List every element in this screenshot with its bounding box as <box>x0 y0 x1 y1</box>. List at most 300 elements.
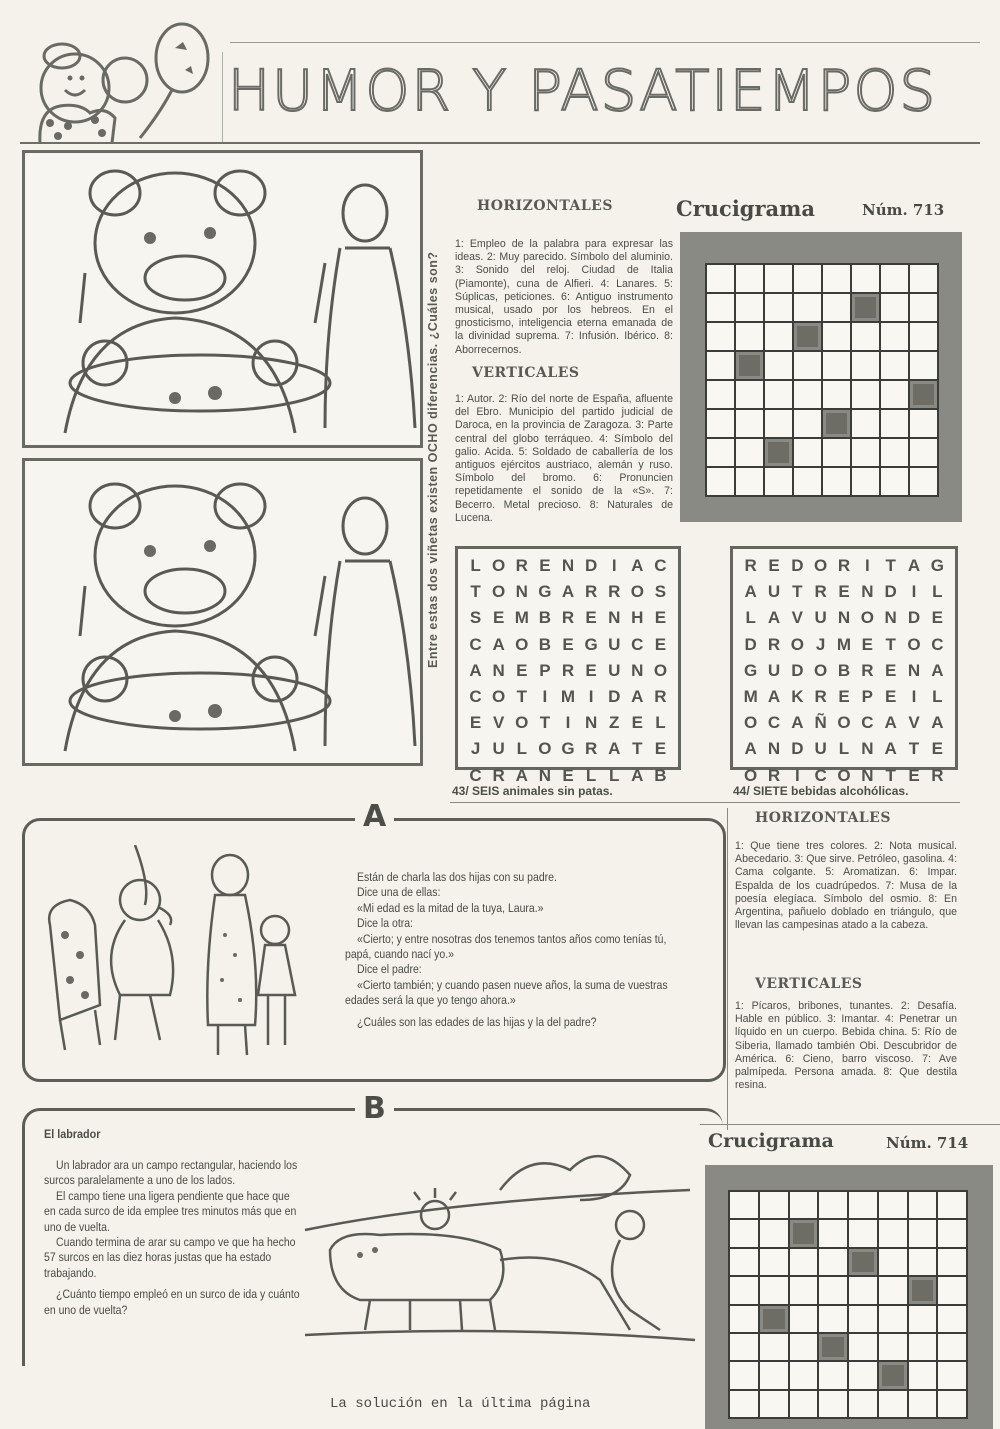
word-search-letter: L <box>932 686 943 706</box>
word-search-letter: O <box>744 765 758 785</box>
crossword-cell[interactable] <box>849 1306 877 1332</box>
word-search-letter: J <box>470 739 481 759</box>
crossword-cell[interactable] <box>760 1334 788 1360</box>
word-search-letter: O <box>492 582 506 602</box>
crossword-cell[interactable] <box>765 265 792 292</box>
crossword-cell[interactable] <box>823 352 850 379</box>
crossword-cell[interactable] <box>852 265 879 292</box>
crossword-cell[interactable] <box>879 1220 907 1246</box>
problem-b-question: ¿Cuánto tiempo empleó en un surco de ida y cuánto en uno de vuelta? <box>44 1287 300 1317</box>
word-search-letter: D <box>907 608 921 628</box>
crossword-black-cell <box>736 352 763 379</box>
crossword-cell[interactable] <box>823 265 850 292</box>
word-search-letter: R <box>861 660 874 680</box>
crossword-cell[interactable] <box>938 1192 966 1218</box>
word-search-letter: M <box>836 634 852 654</box>
crossword-cell[interactable] <box>794 381 821 408</box>
crossword-cell[interactable] <box>794 352 821 379</box>
word-search-letter: L <box>838 739 850 759</box>
crossword-cell[interactable] <box>730 1391 758 1417</box>
crossword-cell[interactable] <box>938 1334 966 1360</box>
crossword-black-cell <box>910 381 937 408</box>
word-search-letter: P <box>539 660 551 680</box>
crossword-cell[interactable] <box>760 1362 788 1388</box>
problem-b-paragraph: El campo tiene una ligera pendiente que hace que en cada surco de ida emplee tres minutos más que en uno de vuelta. <box>44 1188 297 1234</box>
cw713-horizontales-heading: HORIZONTALES <box>477 198 613 214</box>
crossword-black-cell <box>794 323 821 350</box>
crossword-cell[interactable] <box>707 381 734 408</box>
crossword-cell[interactable] <box>938 1277 966 1303</box>
crossword-cell[interactable] <box>794 294 821 321</box>
crossword-cell[interactable] <box>879 1334 907 1360</box>
word-search-letter: U <box>814 608 827 628</box>
word-search-letter: D <box>584 556 598 575</box>
crossword-cell[interactable] <box>879 1306 907 1332</box>
word-search-letter: A <box>907 556 921 575</box>
crossword-cell[interactable] <box>823 381 850 408</box>
word-search-letter: O <box>907 634 921 654</box>
word-search-letter: C <box>861 713 874 733</box>
crossword-cell[interactable] <box>852 352 879 379</box>
crossword-black-cell <box>823 410 850 437</box>
crossword-cell[interactable] <box>730 1362 758 1388</box>
word-search-letter: A <box>515 765 528 785</box>
crossword-cell[interactable] <box>938 1220 966 1246</box>
crossword-cell[interactable] <box>879 1391 907 1417</box>
crossword-cell[interactable] <box>760 1220 788 1246</box>
crossword-cell[interactable] <box>819 1306 847 1332</box>
crossword-cell[interactable] <box>910 352 937 379</box>
word-search-letter: C <box>654 556 667 575</box>
crossword-cell[interactable] <box>938 1391 966 1417</box>
crossword-black-cell <box>909 1277 937 1303</box>
word-search-letter: N <box>861 765 874 785</box>
page-title: HUMOR Y PASATIEMPOS <box>228 59 938 124</box>
word-search-letter: A <box>744 739 757 759</box>
word-search-letter: V <box>492 713 505 733</box>
word-search-letter: E <box>539 556 551 575</box>
crossword-cell[interactable] <box>765 294 792 321</box>
crossword-cell[interactable] <box>849 1277 877 1303</box>
crossword-cell[interactable] <box>852 468 879 495</box>
crossword-black-cell <box>760 1306 788 1332</box>
word-search-letter: A <box>608 739 621 759</box>
crossword-cell[interactable] <box>707 294 734 321</box>
word-search-letter: N <box>492 660 505 680</box>
word-search-letter: D <box>791 660 804 680</box>
word-search-letter: C <box>469 765 482 785</box>
crossword-cell[interactable] <box>849 1362 877 1388</box>
word-search-letter: C <box>631 634 644 654</box>
crossword-cell[interactable] <box>881 265 908 292</box>
problem-b-heading: El labrador <box>44 1127 101 1141</box>
word-search-letter: A <box>884 713 897 733</box>
crossword-cell[interactable] <box>736 439 763 466</box>
crossword-cell[interactable] <box>910 323 937 350</box>
word-search-letter: O <box>837 713 851 733</box>
word-search-letter: E <box>931 739 943 759</box>
word-search-letter: T <box>470 582 481 602</box>
crossword-cell[interactable] <box>765 323 792 350</box>
word-search-letter: R <box>608 582 621 602</box>
word-search-letter: M <box>560 686 576 706</box>
crossword-cell[interactable] <box>794 265 821 292</box>
word-search-letter: N <box>538 765 552 785</box>
crossword-cell[interactable] <box>823 294 850 321</box>
crossword-cell[interactable] <box>790 1334 818 1360</box>
crossword-cell[interactable] <box>790 1192 818 1218</box>
crossword-cell[interactable] <box>765 468 792 495</box>
word-search-letter: I <box>542 686 548 706</box>
crossword-cell[interactable] <box>790 1277 818 1303</box>
word-search-letter: C <box>814 765 827 785</box>
crossword-cell[interactable] <box>852 439 879 466</box>
crossword-cell[interactable] <box>730 1220 758 1246</box>
crossword-cell[interactable] <box>730 1277 758 1303</box>
word-search-letter: T <box>885 556 896 575</box>
crossword-cell[interactable] <box>909 1192 937 1218</box>
bear-eating-cartoon-icon <box>25 153 420 445</box>
word-search-letter: T <box>632 739 643 759</box>
crossword-cell[interactable] <box>879 1249 907 1275</box>
word-search-letter: R <box>931 765 944 785</box>
crossword-cell[interactable] <box>736 468 763 495</box>
word-search-letter: E <box>492 608 505 628</box>
crossword-cell[interactable] <box>736 381 763 408</box>
crossword-cell[interactable] <box>765 381 792 408</box>
word-search-letter: D <box>791 739 804 759</box>
crossword-cell[interactable] <box>823 468 850 495</box>
crossword-cell[interactable] <box>823 439 850 466</box>
word-search-letter: E <box>469 713 482 733</box>
cw714-top-rule <box>700 1124 1000 1125</box>
word-search-letter: T <box>516 686 527 706</box>
word-search-letter: V <box>908 713 920 733</box>
crossword-cell[interactable] <box>794 439 821 466</box>
cw713-verticales-clues: 1: Autor. 2: Río del norte de España, afluente del Ebro. Municipio del partido judicial de Daroca, en la provincia de Zaragoza. 3: Parte central del globo terráqueo. 4: Símbolo del galio. Acida. 5: Soldado de caballería de los antiguos ejércitos austriaco, alemán y ruso. Símbolo del bromo. 6: Pronuncien repetidamente el sonido de la «S». 7: Becerro. Metal precioso. 8: Naturales de Lucena. <box>455 393 673 524</box>
crossword-cell[interactable] <box>730 1306 758 1332</box>
cw714-title: Crucigrama <box>708 1130 834 1152</box>
cw713-grid[interactable] <box>705 263 939 497</box>
word-search-letter: Z <box>609 713 620 733</box>
crossword-cell[interactable] <box>760 1192 788 1218</box>
crossword-cell[interactable] <box>707 323 734 350</box>
word-search-letter: E <box>562 765 574 785</box>
word-search-letter: E <box>631 713 643 733</box>
crossword-cell[interactable] <box>819 1277 847 1303</box>
crossword-cell[interactable] <box>736 410 763 437</box>
word-search-letter: B <box>837 660 851 680</box>
word-search-letter: H <box>631 608 644 628</box>
word-search-letter: J <box>815 634 826 654</box>
word-search-letter: I <box>794 765 800 785</box>
crossword-cell[interactable] <box>910 468 937 495</box>
crossword-cell[interactable] <box>730 1192 758 1218</box>
problem-a-letter: A <box>355 802 394 832</box>
crossword-cell[interactable] <box>790 1362 818 1388</box>
crossword-black-cell <box>765 439 792 466</box>
crossword-cell[interactable] <box>849 1334 877 1360</box>
word-search-letter: L <box>585 765 597 785</box>
problem-a-paragraph: Dice el padre: <box>357 962 422 977</box>
crossword-cell[interactable] <box>790 1306 818 1332</box>
word-search-letter: B <box>654 765 667 785</box>
crossword-cell[interactable] <box>765 352 792 379</box>
farmer-plowing-with-oxen-icon <box>300 1130 700 1350</box>
crossword-cell[interactable] <box>881 410 908 437</box>
crossword-cell[interactable] <box>819 1391 847 1417</box>
word-search-letter: G <box>538 582 552 602</box>
word-search-letter: I <box>588 686 594 706</box>
crossword-cell[interactable] <box>881 439 908 466</box>
cw713-title: Crucigrama <box>676 196 815 221</box>
crossword-cell[interactable] <box>849 1220 877 1246</box>
crossword-cell[interactable] <box>909 1362 937 1388</box>
crossword-cell[interactable] <box>849 1391 877 1417</box>
cw713-verticales-heading: VERTICALES <box>472 365 580 381</box>
footer-note: La solución en la última página <box>330 1396 591 1412</box>
word-search-letter: L <box>516 739 527 759</box>
word-search-letter: N <box>631 660 644 680</box>
word-search-letter: A <box>884 739 897 759</box>
word-search-letter: S <box>654 582 667 602</box>
word-search-letter: C <box>931 634 944 654</box>
cw714-horizontales-heading: HORIZONTALES <box>755 810 891 826</box>
crossword-cell[interactable] <box>910 265 937 292</box>
word-search-letter: E <box>768 556 780 575</box>
caption-rule <box>450 802 960 803</box>
word-search-letter: I <box>911 686 917 706</box>
crossword-cell[interactable] <box>760 1391 788 1417</box>
word-search-43 <box>455 546 681 785</box>
crossword-cell[interactable] <box>760 1249 788 1275</box>
word-search-letter: K <box>791 686 804 706</box>
crossword-cell[interactable] <box>938 1362 966 1388</box>
crossword-cell[interactable] <box>794 410 821 437</box>
crossword-cell[interactable] <box>736 294 763 321</box>
word-search-letter: N <box>515 582 528 602</box>
crossword-cell[interactable] <box>938 1306 966 1332</box>
word-search-letter: R <box>561 660 575 680</box>
word-search-letter: O <box>814 660 828 680</box>
crossword-cell[interactable] <box>819 1362 847 1388</box>
crossword-black-cell <box>819 1334 847 1360</box>
word-search-letter: N <box>861 739 874 759</box>
crossword-cell[interactable] <box>790 1391 818 1417</box>
word-search-letter: E <box>931 608 943 628</box>
word-search-letter: E <box>562 634 574 654</box>
word-search-letter: N <box>907 660 921 680</box>
word-search-letter: L <box>609 765 620 785</box>
crossword-cell[interactable] <box>879 1192 907 1218</box>
problem-a-text <box>345 870 672 1030</box>
word-search-letter: O <box>790 634 804 654</box>
word-search-letter: L <box>470 556 481 575</box>
crossword-cell[interactable] <box>819 1220 847 1246</box>
word-search-letter: T <box>908 739 920 759</box>
word-search-letter: E <box>585 608 597 628</box>
cartoon-panel-top <box>22 150 423 448</box>
title-divider <box>222 52 223 142</box>
word-search-letter: I <box>565 713 571 733</box>
crossword-cell[interactable] <box>707 352 734 379</box>
word-search-letter: L <box>932 582 943 602</box>
word-search-letter: R <box>584 582 598 602</box>
word-search-letter: I <box>611 556 617 575</box>
clown-with-balloon-icon <box>20 18 220 143</box>
crossword-cell[interactable] <box>852 323 879 350</box>
crossword-cell[interactable] <box>730 1334 758 1360</box>
crossword-cell[interactable] <box>707 265 734 292</box>
word-search-letter: E <box>585 660 597 680</box>
crossword-cell[interactable] <box>819 1192 847 1218</box>
crossword-cell[interactable] <box>910 294 937 321</box>
word-search-letter: D <box>744 634 757 654</box>
top-rule <box>230 42 980 43</box>
word-search-letter: P <box>861 686 873 706</box>
crossword-cell[interactable] <box>790 1249 818 1275</box>
problem-b-paragraph: Cuando termina de arar su campo ve que ha hecho 57 surcos en las diez horas justas que ha estado trabajando. <box>44 1235 296 1280</box>
word-search-letter: U <box>767 660 781 680</box>
problem-b-paragraph: Un labrador ara un campo rectangular, haciendo los surcos paralelamente a uno de los lados. <box>44 1158 298 1188</box>
father-with-two-daughters-icon <box>40 845 340 1065</box>
crossword-cell[interactable] <box>910 439 937 466</box>
word-search-letter: U <box>492 739 505 759</box>
word-search-letter: T <box>885 634 896 654</box>
crossword-cell[interactable] <box>909 1220 937 1246</box>
word-search-letter: D <box>608 686 621 706</box>
differences-caption: Entre estas dos viñetas existen OCHO diferencias. ¿Cuáles son? <box>426 251 440 668</box>
word-search-letter: A <box>631 765 644 785</box>
crossword-cell[interactable] <box>881 352 908 379</box>
crossword-cell[interactable] <box>852 381 879 408</box>
crossword-cell[interactable] <box>909 1334 937 1360</box>
word-search-letter: I <box>864 556 870 575</box>
crossword-cell[interactable] <box>881 294 908 321</box>
word-search-letter: T <box>885 765 896 785</box>
word-search-letter: O <box>515 634 529 654</box>
crossword-black-cell <box>852 294 879 321</box>
word-search-letter: E <box>908 765 920 785</box>
word-search-letter: O <box>538 739 552 759</box>
word-search-letter: R <box>515 556 528 575</box>
crossword-cell[interactable] <box>765 410 792 437</box>
cw714-horizontales-clues: 1: Que tiene tres colores. 2: Nota musical. Abecedario. 3: Que sirve. Petróleo, gasolina. 4: Cama colgante. 5: Aromatizan. 6: Impar. Espalda de los cuadrúpedos. 7: Musa de la poesía elegíaca. Símbolo del osmio. 8: En Argentina, pañuelo doblado en triángulo, que llevan las campesinas atado a la cabeza. <box>735 840 958 932</box>
cw714-grid[interactable] <box>728 1190 968 1419</box>
crossword-cell[interactable] <box>909 1306 937 1332</box>
crossword-cell[interactable] <box>707 468 734 495</box>
crossword-cell[interactable] <box>823 323 850 350</box>
word-search-letter: B <box>538 634 552 654</box>
word-search-letter: N <box>837 608 851 628</box>
word-search-letter: A <box>767 686 781 706</box>
crossword-cell[interactable] <box>881 323 908 350</box>
crossword-cell[interactable] <box>736 323 763 350</box>
crossword-cell[interactable] <box>879 1277 907 1303</box>
word-search-letter: G <box>930 556 944 575</box>
word-search-letter: O <box>860 608 874 628</box>
word-search-letter: N <box>767 739 781 759</box>
word-search-letter: A <box>744 582 757 602</box>
crossword-cell[interactable] <box>794 468 821 495</box>
word-search-letter: A <box>469 660 482 680</box>
word-search-letter: O <box>630 582 644 602</box>
cw714-verticales-clues: 1: Pícaros, bribones, tunantes. 2: Desafía. Hable en público. 3: Imantar. 4: Penetrar un líquido en un cuerpo. Bebida china. 5: Río de Siberia, llamado también Obi. Descubridor de América. 6: Cieno, barro viscoso. 7: Ave palmípeda. Persona amada. 8: Que destila resina. <box>735 1000 957 1092</box>
word-search-letter: N <box>608 608 621 628</box>
word-search-letter: O <box>492 686 506 706</box>
word-search-letter: V <box>791 608 803 628</box>
crossword-cell[interactable] <box>736 265 763 292</box>
word-search-letter: E <box>654 608 667 628</box>
word-search-letter: U <box>814 739 827 759</box>
crossword-cell[interactable] <box>909 1391 937 1417</box>
crossword-black-cell <box>879 1362 907 1388</box>
crossword-cell[interactable] <box>730 1249 758 1275</box>
word-search-letter: R <box>654 686 667 706</box>
word-search-letter: Ñ <box>814 713 827 733</box>
word-search-letter: E <box>861 634 873 654</box>
word-search-letter: M <box>514 608 529 628</box>
problem-a-paragraph: Dice la otra: <box>357 916 413 931</box>
word-search-letter: A <box>631 556 644 575</box>
word-search-letter: S <box>469 608 482 628</box>
word-search-letter: C <box>767 713 781 733</box>
crossword-cell[interactable] <box>938 1249 966 1275</box>
crossword-cell[interactable] <box>852 410 879 437</box>
crossword-cell[interactable] <box>760 1277 788 1303</box>
word-search-letter: U <box>608 660 621 680</box>
crossword-cell[interactable] <box>707 439 734 466</box>
word-search-letter: A <box>492 634 505 654</box>
crossword-cell[interactable] <box>881 468 908 495</box>
word-search-letter: B <box>538 608 552 628</box>
word-search-letter: E <box>884 686 897 706</box>
word-search-43-caption: 43/ SEIS animales sin patas. <box>452 784 613 798</box>
crossword-cell[interactable] <box>910 410 937 437</box>
word-search-letter: A <box>561 582 575 602</box>
word-search-letter: L <box>745 608 756 628</box>
cw714-clues-divider <box>727 808 728 1130</box>
word-search-letter: O <box>814 556 828 575</box>
word-search-letter: U <box>608 634 621 654</box>
word-search-letter: R <box>584 739 598 759</box>
word-search-letter: R <box>767 765 781 785</box>
word-search-letter: N <box>584 713 598 733</box>
problem-a-paragraph: Están de charla las dos hijas con su padre. <box>357 870 557 884</box>
problem-a-paragraph: Dice una de ellas: <box>357 885 441 900</box>
crossword-black-cell <box>849 1249 877 1275</box>
word-search-letter: L <box>655 713 666 733</box>
crossword-cell[interactable] <box>881 381 908 408</box>
problem-a-paragraph: «Cierto también; y cuando pasen nueve años, la suma de vuestras edades será la que yo tengo ahora.» <box>345 977 668 1008</box>
word-search-letter: E <box>838 686 850 706</box>
crossword-cell[interactable] <box>909 1249 937 1275</box>
word-search-letter: O <box>653 660 668 680</box>
crossword-cell[interactable] <box>819 1249 847 1275</box>
word-search-letter: E <box>838 582 850 602</box>
word-search-letter: N <box>561 556 575 575</box>
word-search-letter: A <box>931 713 944 733</box>
bear-eating-cartoon-icon <box>25 461 420 763</box>
word-search-letter: R <box>767 634 781 654</box>
word-search-letter: C <box>469 634 482 654</box>
cw713-horizontales-clues: 1: Empleo de la palabra para expresar las ideas. 2: Muy parecido. Símbolo del aluminio. 3: Sonido del reloj. Ciudad de Italia (Piamonte), cuna de Alfieri. 4: Lanares. 5: Súplicas, peticiones. 6: Antiguo instrumento musical, usado por los hebreos. En el gnosticismo, inteligencia eterna emanada de la divinidad suprema. 7: Infusión. Ibérico. 8: Aborrecernos. <box>455 238 673 356</box>
word-search-letter: N <box>884 608 897 628</box>
crossword-cell[interactable] <box>849 1192 877 1218</box>
crossword-cell[interactable] <box>707 410 734 437</box>
cw714-verticales-heading: VERTICALES <box>755 976 863 992</box>
word-search-letter: E <box>516 660 528 680</box>
